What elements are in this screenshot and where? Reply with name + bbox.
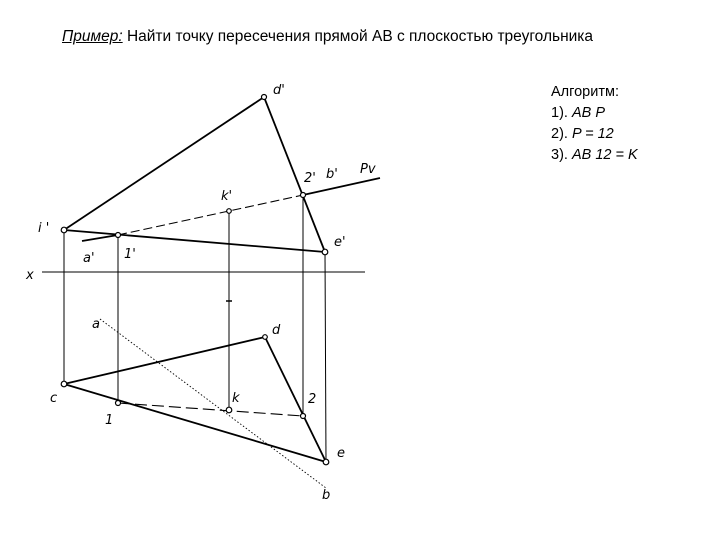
- label-a: a: [92, 317, 100, 332]
- line-ab-front-solid: [82, 235, 118, 241]
- label-d: d: [272, 323, 281, 338]
- edge-i-e-front: [64, 230, 325, 252]
- label-2-prime: 2': [304, 171, 316, 186]
- edge-d-e-top: [265, 337, 326, 462]
- point-i-prime: [61, 227, 67, 233]
- label-e-prime: e': [334, 235, 346, 250]
- label-k-prime: k': [221, 189, 233, 204]
- line-1-2-top: [118, 403, 303, 416]
- title-lead: Пример:: [62, 28, 123, 45]
- point-d-prime: [262, 95, 267, 100]
- step-number: 2).: [551, 126, 568, 142]
- point-e: [323, 459, 329, 465]
- step-number: 3).: [551, 147, 568, 163]
- label-c: c: [50, 391, 58, 406]
- label-e: e: [337, 446, 345, 461]
- line-ab-top: [100, 319, 326, 488]
- point-2-prime: [301, 193, 306, 198]
- label-2: 2: [308, 392, 317, 407]
- connector-e: [325, 252, 326, 462]
- point-2: [301, 414, 306, 419]
- step-expression: P = 12: [571, 126, 614, 142]
- algorithm-heading: Алгоритм:: [551, 84, 619, 100]
- point-1-prime: [116, 233, 121, 238]
- point-k: [226, 407, 232, 413]
- label-d-prime: d': [273, 83, 285, 98]
- point-d: [263, 335, 268, 340]
- label-x-axis: x: [26, 268, 34, 283]
- label-b: b: [322, 488, 331, 503]
- title-text: Найти точку пересечения прямой АВ с плоскостью треугольника: [122, 28, 594, 45]
- line-ab-front-dashed: [118, 195, 303, 235]
- point-k-prime: [227, 209, 232, 214]
- label-1-prime: 1': [124, 247, 136, 262]
- label-b-prime: b': [326, 167, 338, 182]
- edge-c-e-top: [64, 384, 326, 462]
- step-number: 1).: [551, 105, 568, 121]
- points: [61, 95, 329, 465]
- label-i-prime: i ': [38, 221, 50, 236]
- step-expression: AB P: [571, 105, 605, 121]
- point-c: [61, 381, 67, 387]
- label-k: k: [232, 391, 240, 406]
- point-1: [116, 401, 121, 406]
- edge-c-d-top: [64, 337, 265, 384]
- label-1: 1: [105, 413, 114, 428]
- step-expression: AB 12 = K: [571, 147, 638, 163]
- label-a-prime: a': [83, 251, 95, 266]
- point-e-prime: [322, 249, 328, 255]
- label-pv: Pv: [360, 162, 376, 177]
